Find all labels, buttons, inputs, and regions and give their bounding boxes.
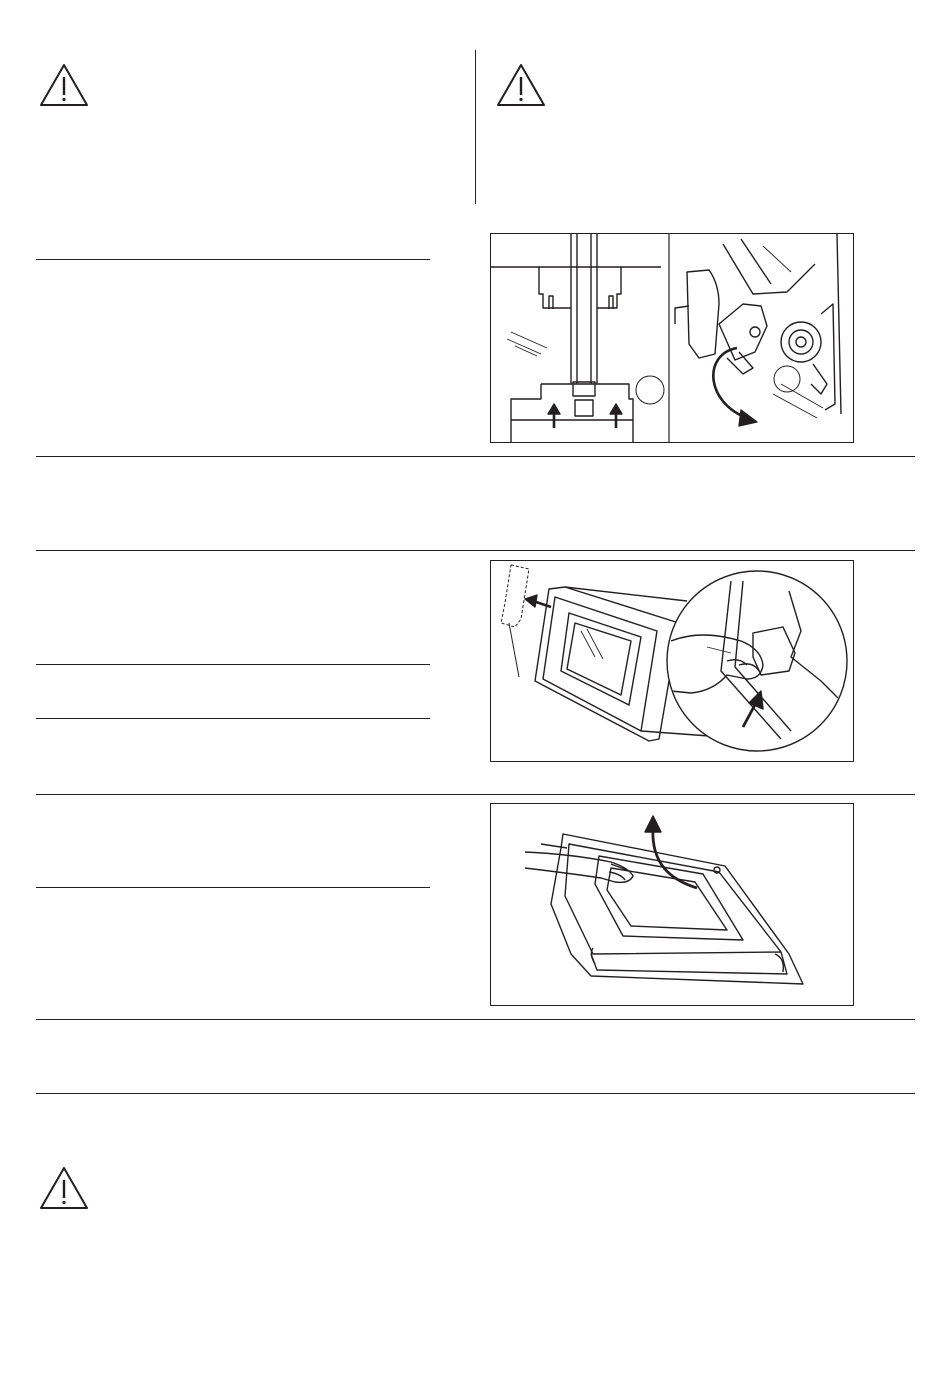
warning-triangle-icon bbox=[495, 62, 547, 108]
hinge-lever-figure bbox=[490, 233, 854, 443]
warning-triangle-icon bbox=[38, 1165, 90, 1211]
door-removal-figure bbox=[490, 560, 854, 762]
section-rule bbox=[36, 259, 430, 260]
glass-panel-removal-figure bbox=[490, 803, 854, 1006]
section-rule bbox=[36, 887, 430, 888]
section-rule bbox=[36, 1019, 915, 1020]
section-rule bbox=[36, 718, 430, 719]
section-rule bbox=[36, 550, 915, 551]
section-rule bbox=[36, 664, 430, 665]
warning-triangle-icon bbox=[38, 62, 90, 108]
section-rule bbox=[36, 456, 915, 457]
door-removal-drawing bbox=[491, 561, 854, 762]
section-rule bbox=[36, 1093, 915, 1094]
hinge-lever-drawing bbox=[491, 234, 854, 443]
column-divider bbox=[475, 50, 476, 204]
glass-panel-removal-drawing bbox=[491, 804, 854, 1006]
section-rule bbox=[36, 794, 915, 795]
